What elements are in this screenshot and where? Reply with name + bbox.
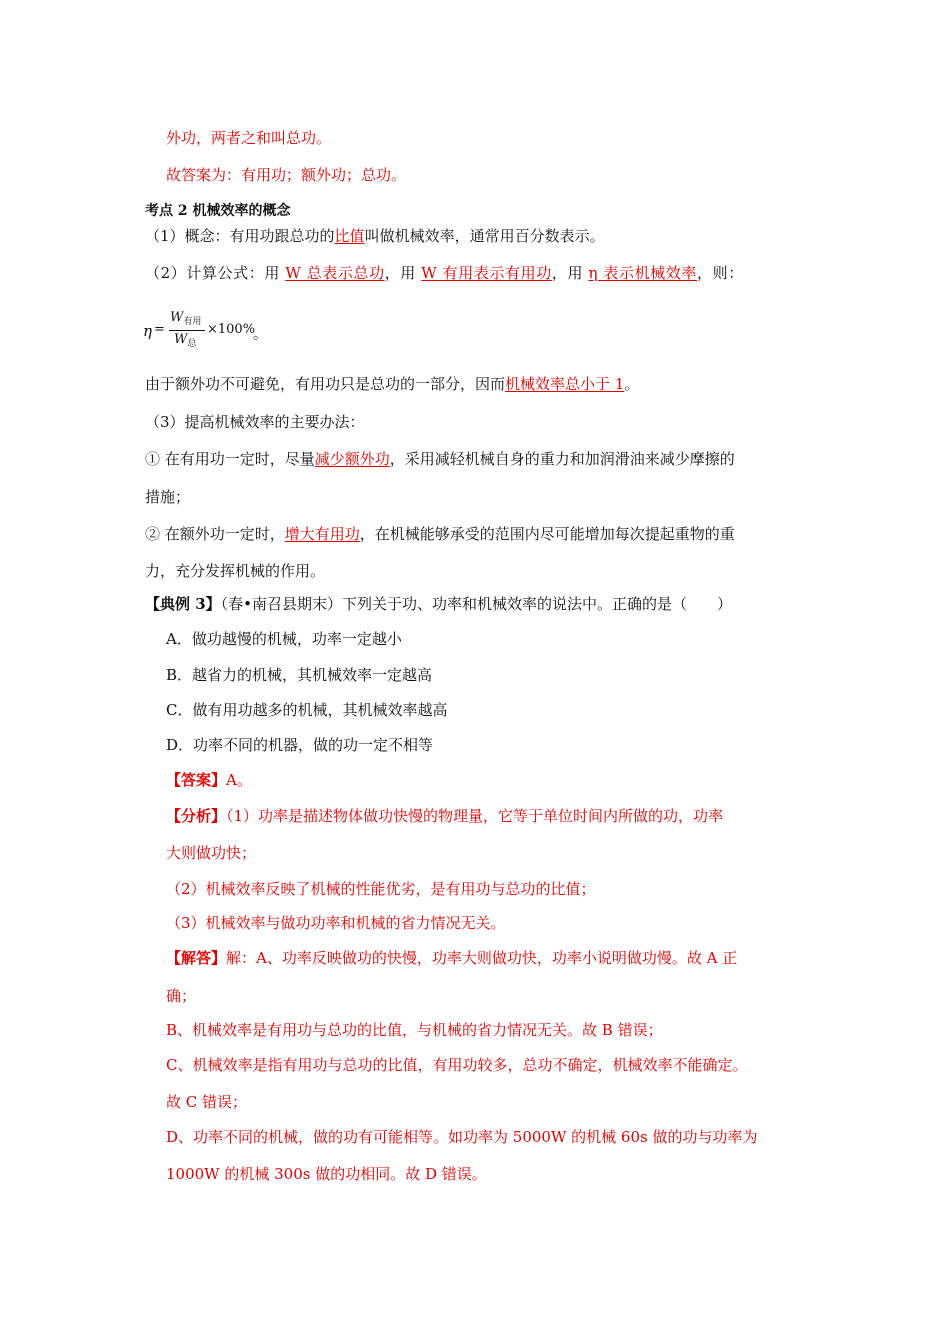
concept-paragraph [145, 226, 605, 246]
concept-text-a: （1）概念：有用功跟总功的 [145, 227, 335, 245]
formula-den-w: W [174, 332, 188, 347]
formula-intro-total-work: W 总表示总功 [285, 264, 385, 282]
formula-num-w: W [170, 310, 184, 325]
method-two-key-term: 增大有用功 [284, 525, 360, 543]
formula-den-sub: 总 [187, 339, 197, 349]
efficiency-limit-paragraph [145, 374, 639, 394]
option-b: B．越省力的机械，其机械效率一定越高 [166, 666, 433, 684]
formula-intro-g: ，则： [697, 264, 744, 282]
method-two-cont: 力，充分发挥机械的作用。 [145, 562, 326, 580]
option-c: C．做有用功越多的机械，其机械效率越高 [166, 701, 448, 719]
analysis-line-4: （3）机械效率与做功功率和机械的省力情况无关。 [166, 914, 506, 932]
answer-text: A。 [226, 771, 252, 789]
solution-line-3: B、机械效率是有用功与总功的比值，与机械的省力情况无关。故 B 错误； [166, 1021, 663, 1039]
method-one-a: ① 在有用功一定时，尽量 [145, 450, 315, 468]
formula-times-100: ×100% [207, 322, 256, 337]
concept-key-term: 比值 [334, 227, 365, 245]
formula-intro-efficiency: η 表示机械效率 [588, 264, 698, 282]
method-two-line [145, 524, 735, 544]
limit-key-term: 机械效率总小于 1 [505, 375, 625, 393]
solution-line-5: 故 C 错误； [166, 1093, 248, 1111]
example-question [145, 594, 732, 614]
formula-eta: η [143, 322, 152, 340]
method-two-c: ，在机械能够承受的范围内尽可能增加每次提起重物的重 [359, 525, 735, 543]
methods-heading: （3）提高机械效率的主要办法： [145, 413, 365, 431]
solution-line-7: 1000W 的机械 300s 做的功相同。故 D 错误。 [166, 1165, 487, 1183]
formula-intro-a: （2）计算公式：用 [145, 264, 286, 282]
method-one-c: ，采用减轻机械自身的重力和加润滑油来减少摩擦的 [389, 450, 735, 468]
formula-intro-paragraph [145, 263, 744, 283]
solution-text-1: 解：A、功率反映做功的快慢，功率大则做功快，功率小说明做功慢。故 A 正 [226, 949, 738, 967]
solution-line-1 [166, 948, 737, 968]
formula-intro-c: ，用 [384, 264, 422, 282]
analysis-text-1: （1）功率是描述物体做功快慢的物理量，它等于单位时间内所做的功，功率 [226, 807, 724, 825]
method-one-cont: 措施； [145, 488, 191, 506]
analysis-line-2: 大则做功快； [166, 844, 257, 862]
formula-denominator [174, 332, 196, 349]
solution-tag: 【解答】 [166, 949, 227, 967]
formula-intro-useful-work: W 有用表示有用功 [421, 264, 552, 282]
example-tag: 【典例 3】 [145, 595, 221, 613]
example-text: （春•南召县期末）下列关于功、功率和机械效率的说法中。正确的是（ ） [220, 595, 733, 613]
section-heading: 考点 2 机械效率的概念 [145, 203, 291, 219]
limit-text-c: 。 [624, 375, 640, 393]
formula-num-sub: 有用 [183, 317, 202, 327]
option-a: A．做功越慢的机械，功率一定越小 [166, 630, 402, 648]
analysis-line-3: （2）机械效率反映了机械的性能优劣，是有用功与总功的比值； [166, 880, 596, 898]
analysis-tag: 【分析】 [166, 807, 227, 825]
formula-intro-e: ，用 [551, 264, 589, 282]
formula-fraction-bar [169, 330, 205, 331]
option-d: D．功率不同的机器，做的功一定不相等 [166, 736, 434, 754]
formula-period: 。 [253, 327, 267, 343]
answer-tag: 【答案】 [166, 771, 227, 789]
method-one-line [145, 449, 735, 469]
efficiency-formula [143, 310, 283, 354]
answer-summary-line: 故答案为：有用功；额外功；总功。 [166, 166, 407, 184]
solution-line-6: D、功率不同的机械，做的功有可能相等。如功率为 5000W 的机械 60s 做的功与功率为 [166, 1128, 758, 1146]
answer-line [166, 770, 252, 790]
solution-line-2: 确； [166, 987, 197, 1005]
continued-answer-line: 外功，两者之和叫总功。 [166, 129, 332, 147]
formula-numerator [170, 310, 201, 327]
analysis-line-1 [166, 806, 723, 826]
limit-text-a: 由于额外功不可避免，有用功只是总功的一部分，因而 [145, 375, 506, 393]
concept-text-c: 叫做机械效率，通常用百分数表示。 [364, 227, 605, 245]
method-one-key-term: 减少额外功 [314, 450, 390, 468]
formula-equals: = [154, 322, 165, 337]
method-two-a: ② 在额外功一定时， [145, 525, 285, 543]
solution-line-4: C、机械效率是指有用功与总功的比值，有用功较多，总功不确定，机械效率不能确定。 [166, 1056, 748, 1074]
